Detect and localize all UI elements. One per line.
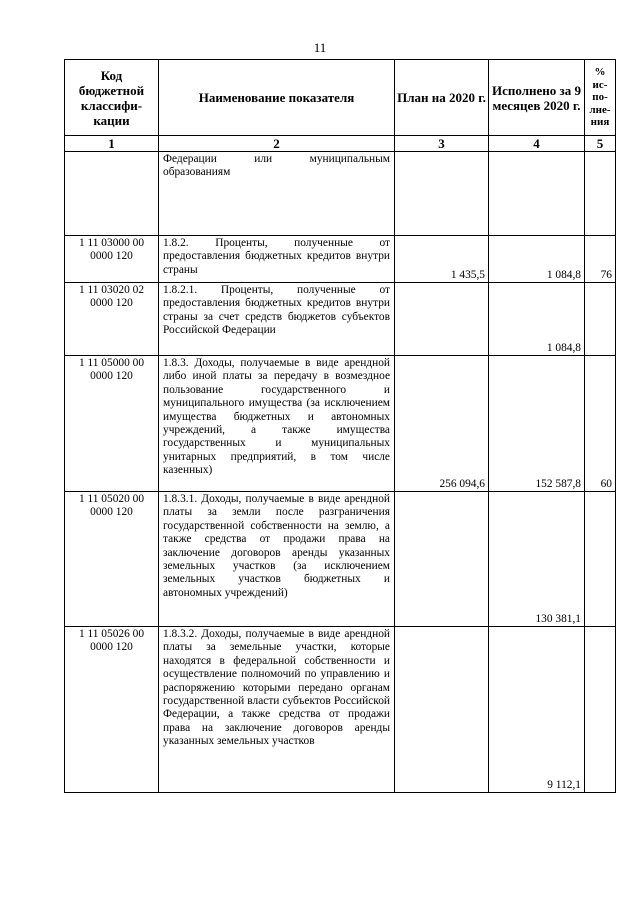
row-name: 1.8.3.2. Доходы, получаемые в виде арендной платы за земельные участки, которые находятся в федеральной собственности и осуществление полномочий по управлению и распоряжению которыми передано органам государственной власти субъектов Российской Федерации, а также средства от продажи права на заключение договоров аренды указанных земельных участков	[159, 627, 395, 793]
row-code: 1 11 05000 00 0000 120	[65, 356, 159, 492]
row-code	[65, 152, 159, 236]
row-percent: 60	[585, 356, 616, 492]
row-name: 1.8.3. Доходы, получаемые в виде арендной либо иной платы за передачу в возмездное пользование государственного и муниципального имущества (за исключением имущества бюджетных и автономных учреждений, а также имущества государственных и муниципальных унитарных предприятий, в том числе казенных)	[159, 356, 395, 492]
table-row	[65, 152, 616, 236]
row-plan	[395, 283, 489, 356]
budget-table	[64, 59, 616, 793]
header-percent: % ис-по-лне-ния	[585, 60, 616, 136]
column-number: 3	[395, 136, 489, 152]
column-number: 1	[65, 136, 159, 152]
row-percent	[585, 492, 616, 627]
row-percent	[585, 627, 616, 793]
table-row	[65, 492, 616, 627]
row-percent	[585, 283, 616, 356]
row-executed: 152 587,8	[489, 356, 585, 492]
header-row	[65, 60, 616, 136]
header-name: Наименование показателя	[159, 60, 395, 136]
row-executed: 130 381,1	[489, 492, 585, 627]
row-executed: 1 084,8	[489, 236, 585, 283]
column-number: 5	[585, 136, 616, 152]
row-plan: 256 094,6	[395, 356, 489, 492]
page-number: 11	[313, 40, 327, 55]
header-code: Код бюджетной классифи-кации	[65, 60, 159, 136]
table-row	[65, 356, 616, 492]
table-row	[65, 283, 616, 356]
row-code: 1 11 03020 02 0000 120	[65, 283, 159, 356]
header-executed: Исполнено за 9 месяцев 2020 г.	[489, 60, 585, 136]
table-row	[65, 236, 616, 283]
row-name: 1.8.2. Проценты, полученные от предоставления бюджетных кредитов внутри страны	[159, 236, 395, 283]
header-plan: План на 2020 г.	[395, 60, 489, 136]
row-plan	[395, 627, 489, 793]
row-executed	[489, 152, 585, 236]
row-plan	[395, 152, 489, 236]
column-number: 4	[489, 136, 585, 152]
row-code: 1 11 03000 00 0000 120	[65, 236, 159, 283]
row-percent	[585, 152, 616, 236]
table-row	[65, 627, 616, 793]
row-name: 1.8.3.1. Доходы, получаемые в виде арендной платы за земли после разграничения государственной собственности на землю, а также средства от продажи права на заключение договоров аренды указанных земельных участков (за исключением земельных участков бюджетных и автономных учреждений)	[159, 492, 395, 627]
row-plan	[395, 492, 489, 627]
column-number-row	[65, 136, 616, 152]
row-name: Федерации или муниципальным образованиям	[159, 152, 395, 236]
row-plan: 1 435,5	[395, 236, 489, 283]
row-percent: 76	[585, 236, 616, 283]
row-executed: 9 112,1	[489, 627, 585, 793]
row-name: 1.8.2.1. Проценты, полученные от предоставления бюджетных кредитов внутри страны за счет средств бюджетов субъектов Российской Федерации	[159, 283, 395, 356]
row-code: 1 11 05026 00 0000 120	[65, 627, 159, 793]
column-number: 2	[159, 136, 395, 152]
row-executed: 1 084,8	[489, 283, 585, 356]
row-code: 1 11 05020 00 0000 120	[65, 492, 159, 627]
